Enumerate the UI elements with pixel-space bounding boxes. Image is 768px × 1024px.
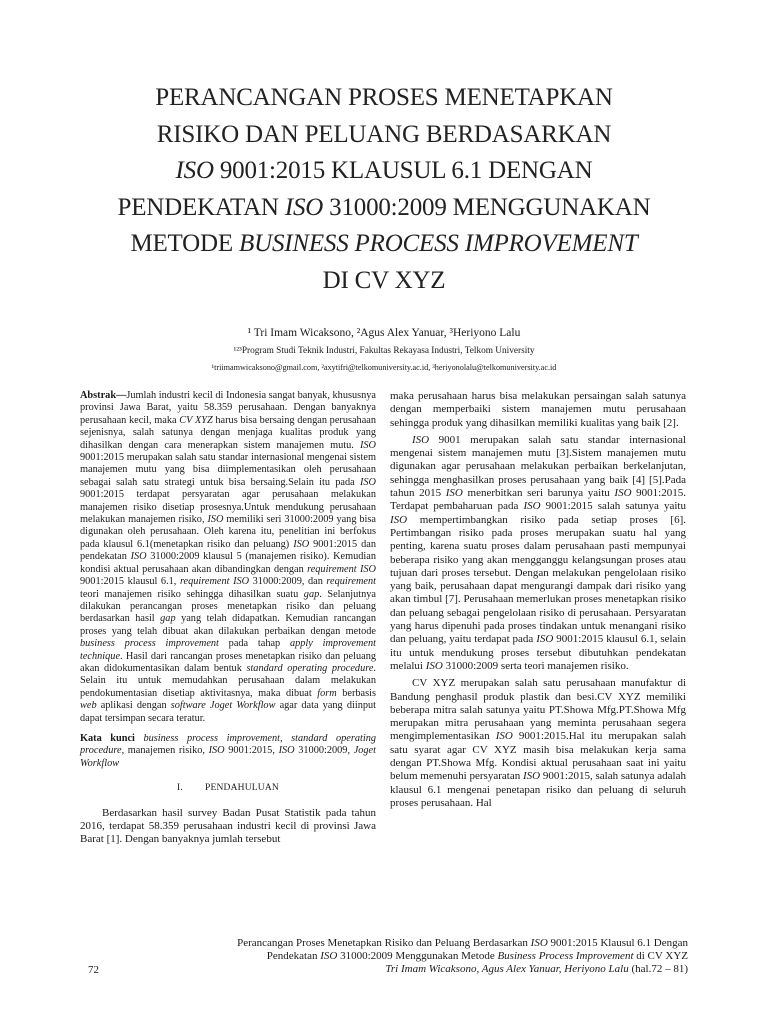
abstract-italic: ISO	[130, 551, 147, 563]
body-text: 9001:2015 klausul 6.1, selain itu untuk mendukung proses tersebut dibutuhkan pendekatan melalui	[390, 633, 686, 672]
abstract-text: 9001:2015 dan pendekatan	[80, 538, 376, 563]
abstract-text: Jumlah industri kecil di Indonesia sangat banyak, khususnya provinsi Jawa Barat, yaitu 58.359 perusahaan. Dengan banyaknya perusahaan kecil, maka	[80, 390, 376, 426]
left-column	[80, 390, 376, 850]
author-list: ¹ Tri Imam Wicaksono, ²Agus Alex Yanuar, ³Heriyono Lalu	[247, 327, 521, 339]
body-text: 9001:2015. Terdapat pembaharuan pada	[390, 487, 686, 513]
abstract-text: . Selain itu untuk memudahkan perusahaan dalam melakukan pendokumentasian disetiap aktivitasnya, maka dibuat	[80, 662, 376, 699]
section-heading	[80, 782, 376, 794]
abstract-text: 31000:2009 klausul 5 (manajemen risiko). Kemudian kondisi aktual perusahaan akan dibandingkan dengan	[80, 551, 376, 575]
body-paragraph-1: maka perusahaan harus bisa melakukan persaingan salah satunya dengan memperbaiki sistem manajemen mutu perusahaan sehingga produk yang dihasilkan memiliki kualitas yang baik [2].	[390, 390, 686, 429]
abstract-italic: ISO	[359, 476, 376, 488]
body-text: mempertimbangkan risiko pada setiap proses [6]. Pertimbangan risiko pada proses merupakan suatu hal yang penting, karena suatu proses dalam perusahaan pasti mempunyai beberapa risiko yang akan mengganggu kelangsungan proses atau tujuan dari proses tersebut. Dengan melakukan pengelolaan risiko yang baik, perusahaan dapat mengurangi dampak dari risiko yang akan timbul [7]. Perusahaan memerlukan proses menetapkan risiko dan peluang sebagai pengelolaan risiko di perusahaan. Persyaratan yang harus dipenuhi pada proses tindakan untuk menangani risiko dan peluang, yaitu terdapat pada	[390, 513, 686, 646]
body-text: menerbitkan seri barunya yaitu	[462, 487, 615, 500]
title-line-2: RISIKO DAN PELUANG BERDASARKAN	[156, 120, 612, 148]
footer-pages: (hal.72 – 81)	[628, 963, 688, 975]
abstract-text: agar data yang diinput dapat tersimpan secara teratur.	[80, 700, 376, 724]
title-line-5	[60, 226, 708, 263]
abstract-text: . Selanjutnya dilakukan perancangan proses menetapkan risiko dan peluang berdasarkan hasil	[80, 588, 376, 625]
abstract-text: memiliki seri 31000:2009 yang bisa digunakan oleh perusahaan. Oleh karena itu, penelitian ini berfokus pada klausul 6.1(menetapkan risiko dan peluang)	[80, 514, 376, 550]
abstract-text: teori manajemen risiko sehingga dihasilkan suatu	[80, 588, 304, 600]
abstract-italic: ISO	[359, 439, 376, 451]
title-text: PENDEKATAN	[117, 193, 285, 221]
keywords-italic: Joget Workflow	[80, 745, 376, 769]
keywords-italic: business process improvement, standard operating procedure	[80, 732, 376, 757]
abstract-label: Abstrak—	[80, 390, 127, 401]
body-paragraph-3	[390, 677, 686, 810]
body-text: 9001:2015 salah satunya yaitu	[540, 500, 686, 513]
paper-title	[60, 80, 708, 299]
abstract-italic: CV XYZ	[179, 414, 213, 426]
abstract-text: berbasis	[336, 687, 376, 699]
body-text: 9001:2015.Hal itu merupakan salah satu syarat agar CV XYZ masih bisa melakukan kerja sama dengan PT.Showa Mfg. Kondisi aktual perusahaan saat ini yaitu belum memenuhi persyaratan	[390, 730, 686, 783]
footer-text: Perancangan Proses Menetapkan Risiko dan Peluang Berdasarkan	[237, 937, 531, 949]
abstract-text: . Hasil dari rancangan proses menetapkan risiko dan peluang akan didokumentasikan dalam bentuk	[80, 650, 376, 674]
title-line-1: PERANCANGAN PROSES MENETAPKAN	[155, 84, 613, 111]
keywords-italic: ISO	[208, 745, 225, 757]
keywords-text: , manajemen risiko,	[121, 745, 209, 757]
author-emails: ¹triimamwicaksono@gmail.com, ²axytifri@telkomuniversity.ac.id, ³heriyonolalu@telkomuniversity.ac.id	[211, 363, 557, 372]
abstract-italic: requirement ISO	[307, 563, 376, 575]
body-italic: ISO	[390, 513, 408, 526]
keywords-label: Kata kunci	[80, 732, 135, 744]
abstract-italic: gap	[160, 613, 176, 625]
title-bpi: BUSINESS PROCESS IMPROVEMENT	[239, 230, 638, 257]
footer-italic: ISO	[530, 937, 548, 949]
footer-text: Pendekatan	[266, 950, 321, 962]
body-italic: ISO	[412, 433, 430, 446]
abstract-italic: apply improvement technique	[80, 638, 376, 662]
abstract-text: harus bisa bersaing dengan perusahaan sejenisnya, salah satunya dengan menjaga kualitas produk yang dihasilkan dengan cara menerapkan sistem manajemen mutu.	[80, 414, 376, 451]
abstract-text: 31000:2009, dan	[249, 576, 327, 588]
running-footer	[68, 937, 688, 976]
intro-paragraph: Berdasarkan hasil survey Badan Pusat Statistik pada tahun 2016, terdapat 58.359 perusahaan industri kecil di provinsi Jawa Barat [1]. Dengan banyaknya jumlah tersebut	[80, 806, 376, 846]
section-title: PENDAHULUAN	[204, 783, 279, 794]
body-italic: ISO	[523, 770, 541, 783]
body-italic: ISO	[495, 730, 513, 743]
abstract-text: 9001:2015 klausul 6.1,	[80, 576, 180, 588]
footer-line-2	[68, 950, 688, 963]
abstract-italic: requirement ISO	[179, 576, 250, 588]
abstract	[80, 390, 376, 725]
right-column	[390, 390, 686, 814]
footer-text: 9001:2015 Klausul 6.1 Dengan	[547, 937, 688, 949]
abstract-text: 9001:2015 terdapat persyaratan agar perusahaan melakukan manajemen risiko disetiap prosesnya.Untuk mendukung perusahaan melakukan manajemen risiko,	[80, 489, 376, 526]
abstract-italic: web	[80, 700, 97, 712]
page-number: 72	[88, 964, 99, 976]
title-line-6: DI CV XYZ	[322, 266, 446, 294]
footer-line-3	[68, 963, 688, 976]
title-line-4	[60, 190, 708, 227]
footer-authors: Tri Imam Wicaksono, Agus Alex Yanuar, Heriyono Lalu	[385, 963, 629, 975]
abstract-text: pada tahap	[218, 638, 290, 650]
body-italic: ISO	[523, 500, 541, 513]
abstract-text: aplikasi dengan	[96, 700, 171, 712]
body-text: 31000:2009 serta teori manajemen risiko.	[442, 659, 629, 672]
keywords-italic: ISO	[278, 745, 295, 757]
title-iso: ISO	[284, 193, 324, 221]
affiliation: ¹²³Program Studi Teknik Industri, Fakultas Rekayasa Industri, Telkom University	[233, 346, 535, 356]
keywords-text: 31000:2009,	[294, 745, 354, 757]
abstract-italic: business process improvement	[80, 638, 219, 650]
footer-line-1	[68, 937, 688, 950]
title-text: METODE	[130, 230, 240, 257]
abstract-text: yang telah didapatkan. Kemudian rancangan proses yang telah dibuat akan dilakukan perbaikan dengan metode	[80, 613, 376, 637]
abstract-italic: ISO	[207, 514, 224, 526]
body-text: 9001 merupakan salah satu standar internasional mengenai sistem manajemen mutu [3].Sistem manajemen mutu digunakan agar perusahaan melakukan perbaikan berkelanjutan, sehingga menghasilkan proses perusahaan yang baik [4] [5].Pada tahun 2015	[390, 433, 686, 500]
abstract-italic: gap	[303, 588, 320, 600]
title-text: 31000:2009 MENGGUNAKAN	[323, 193, 651, 221]
abstract-text: 9001:2015 merupakan salah satu standar internasional mengenai sistem manajemen mutu yang bisa diimplementasikan oleh perusahaan sebagai salah satu strategi untuk bisa bersaing.Selain itu pada	[80, 452, 376, 488]
abstract-italic: ISO	[293, 538, 310, 550]
title-line-3	[60, 153, 708, 190]
body-text: 9001:2015, salah satunya adalah klausul 6.1 mengenai penetapan risiko dan peluang di seluruh proses perusahaan. Hal	[390, 770, 686, 809]
keywords	[80, 733, 376, 770]
footer-text: 31000:2009 Menggunakan Metode	[337, 950, 498, 962]
body-text: CV XYZ merupakan salah satu perusahaan manufaktur di Bandung penghasil produk plastik dan besi.CV XYZ memiliki beberapa mitra salah satunya yaitu PT.Showa Mfg.PT.Showa Mfg merupakan mitra perusahaan yang meminta perusahaan segera mengimplementasikan	[390, 677, 686, 743]
footer-text: di CV XYZ	[633, 950, 688, 962]
abstract-italic: standard operating procedure	[246, 662, 374, 674]
body-italic: ISO	[425, 659, 443, 672]
footer-italic: ISO	[320, 950, 338, 962]
abstract-italic: software Joget Workflow	[170, 700, 276, 712]
title-iso: ISO	[175, 157, 214, 184]
title-text: 9001:2015 KLAUSUL 6.1 DENGAN	[213, 157, 593, 184]
footer-italic: Business Process Improvement	[497, 950, 634, 962]
body-italic: ISO	[536, 633, 554, 646]
body-italic: ISO	[445, 487, 463, 500]
abstract-italic: form	[317, 687, 337, 699]
section-number: I.	[177, 783, 183, 794]
body-paragraph-2	[390, 434, 686, 673]
body-italic: ISO	[614, 487, 632, 500]
keywords-text: 9001:2015,	[224, 745, 279, 757]
abstract-italic: requirement	[326, 576, 376, 588]
